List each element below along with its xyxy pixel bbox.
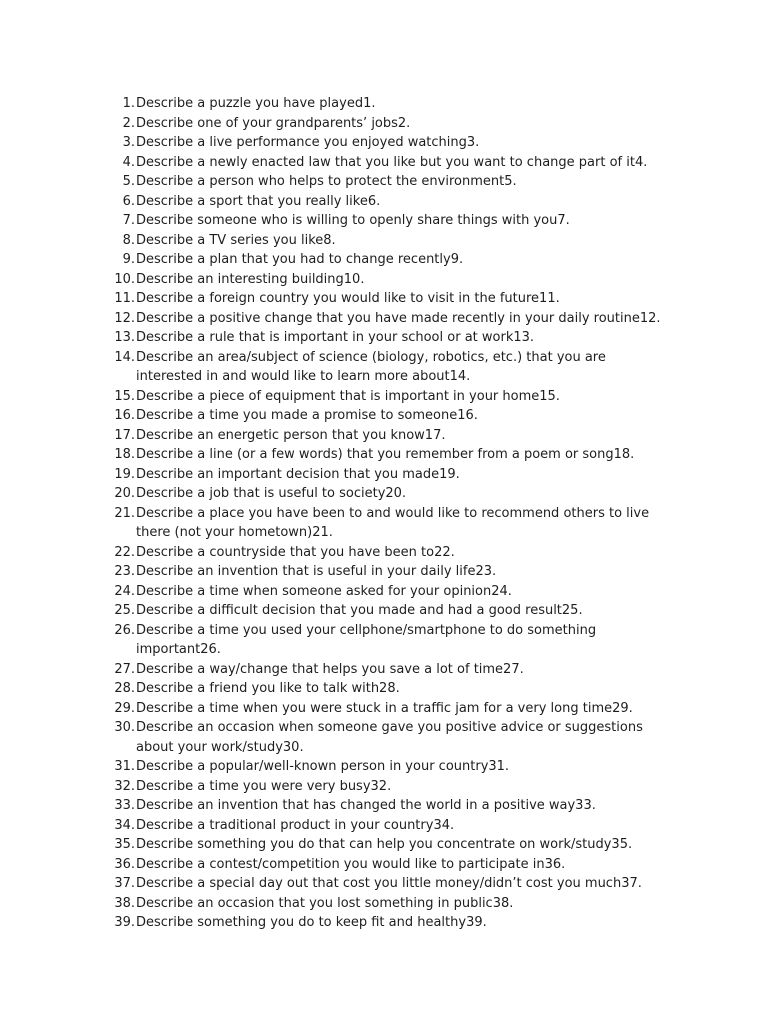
list-item-text: Describe a piece of equipment that is important in your home15.	[136, 388, 560, 404]
list-item	[110, 484, 710, 504]
list-item-text: Describe a countryside that you have been to22.	[136, 544, 455, 560]
list-item	[110, 289, 710, 309]
list-item	[110, 94, 710, 114]
list-item-number: 24.	[114, 583, 135, 599]
list-item	[110, 621, 710, 660]
list-item-text: Describe something you do to keep fit and healthy39.	[136, 915, 487, 930]
list-item-number: 6.	[122, 193, 135, 209]
list-item-number: 23.	[114, 564, 135, 579]
list-item-text: Describe an invention that has changed the world in a positive way33.	[136, 798, 596, 813]
list-item	[110, 504, 710, 543]
list-item-text: Describe an invention that is useful in your daily life23.	[136, 564, 497, 579]
list-item-number: 18.	[114, 447, 135, 462]
list-item-text: Describe an occasion that you lost something in public38.	[136, 895, 514, 911]
list-item-number: 21.	[114, 505, 135, 521]
list-item	[110, 192, 710, 212]
list-item-text: Describe a contest/competition you would like to participate in36.	[136, 856, 566, 872]
list-item	[110, 816, 710, 836]
list-item	[110, 718, 710, 757]
list-item	[110, 250, 710, 270]
list-item-number: 10.	[114, 271, 135, 287]
list-item-number: 7.	[122, 213, 135, 228]
list-item-number: 35.	[114, 837, 135, 852]
list-item-text: Describe a rule that is important in your school or at work13.	[136, 330, 535, 345]
topic-list	[110, 94, 710, 933]
list-item-number: 20.	[114, 486, 135, 501]
list-item-number: 16.	[114, 408, 135, 423]
list-item-number: 17.	[114, 427, 135, 443]
list-item	[110, 855, 710, 875]
list-item-text: Describe a place you have been to and would like to recommend others to live there (not your hometown)21.	[136, 505, 650, 540]
list-item-text: Describe a live performance you enjoyed watching3.	[136, 135, 480, 150]
list-item-text: Describe a sport that you really like6.	[136, 193, 381, 209]
list-item	[110, 231, 710, 251]
list-item	[110, 796, 710, 816]
list-item-number: 39.	[114, 915, 135, 930]
list-item-number: 29.	[114, 700, 135, 716]
list-item-text: Describe a friend you like to talk with28.	[136, 681, 400, 696]
list-item	[110, 679, 710, 699]
list-item-text: Describe a line (or a few words) that you remember from a poem or song18.	[136, 447, 635, 462]
list-item	[110, 562, 710, 582]
list-item-text: Describe a TV series you like8.	[136, 232, 336, 248]
list-item	[110, 777, 710, 797]
list-item	[110, 582, 710, 602]
list-item-number: 15.	[114, 388, 135, 404]
list-item-number: 32.	[114, 778, 135, 794]
list-item-number: 34.	[114, 817, 135, 833]
list-item-text: Describe one of your grandparents’ jobs2.	[136, 115, 411, 131]
list-item	[110, 172, 710, 192]
list-item	[110, 465, 710, 485]
list-item	[110, 543, 710, 563]
list-item-text: Describe an occasion when someone gave you positive advice or suggestions about your work/study30.	[136, 720, 643, 755]
list-item-number: 19.	[114, 466, 135, 482]
list-item	[110, 894, 710, 914]
list-item-text: Describe a difficult decision that you made and had a good result25.	[136, 603, 583, 618]
list-item-text: Describe something you do that can help you concentrate on work/study35.	[136, 837, 633, 852]
list-item	[110, 699, 710, 719]
list-item-text: Describe a way/change that helps you save a lot of time27.	[136, 661, 524, 677]
list-item-text: Describe a person who helps to protect the environment5.	[136, 174, 517, 189]
list-item-number: 26.	[114, 622, 135, 638]
list-item	[110, 445, 710, 465]
list-item-text: Describe a time you used your cellphone/smartphone to do something important26.	[136, 622, 597, 657]
list-item-number: 33.	[114, 798, 135, 813]
list-item-number: 31.	[114, 759, 135, 774]
list-item-text: Describe a newly enacted law that you like but you want to change part of it4.	[136, 154, 648, 170]
list-item-number: 22.	[114, 544, 135, 560]
list-item-text: Describe a popular/well-known person in your country31.	[136, 759, 510, 774]
list-item-number: 14.	[114, 349, 135, 365]
list-item-number: 27.	[114, 661, 135, 677]
list-item	[110, 133, 710, 153]
list-item-text: Describe a time when you were stuck in a traffic jam for a very long time29.	[136, 700, 633, 716]
list-item	[110, 660, 710, 680]
list-item	[110, 211, 710, 231]
list-item-number: 9.	[122, 252, 135, 267]
list-item-number: 8.	[122, 232, 135, 248]
list-item-text: Describe an important decision that you made19.	[136, 466, 460, 482]
list-item-number: 12.	[114, 310, 135, 326]
list-item-number: 1.	[122, 96, 135, 111]
list-item-text: Describe a foreign country you would like to visit in the future11.	[136, 291, 560, 306]
list-item	[110, 328, 710, 348]
list-item	[110, 913, 710, 933]
list-item-text: Describe a job that is useful to society20.	[136, 486, 407, 501]
list-item	[110, 406, 710, 426]
list-item-number: 4.	[122, 154, 135, 170]
list-item	[110, 387, 710, 407]
list-item-number: 25.	[114, 603, 135, 618]
list-item	[110, 874, 710, 894]
list-item	[110, 757, 710, 777]
list-item	[110, 348, 710, 387]
list-item	[110, 835, 710, 855]
list-item-text: Describe a time when someone asked for your opinion24.	[136, 583, 512, 599]
list-item-number: 3.	[122, 135, 135, 150]
list-item-text: Describe a special day out that cost you little money/didn’t cost you much37.	[136, 876, 642, 891]
list-item-text: Describe a plan that you had to change recently9.	[136, 252, 464, 267]
list-item-text: Describe an area/subject of science (biology, robotics, etc.) that you are interested in and would like to learn more about14.	[136, 349, 606, 384]
list-item-number: 38.	[114, 895, 135, 911]
list-item-number: 28.	[114, 681, 135, 696]
list-item-number: 36.	[114, 856, 135, 872]
list-item-number: 37.	[114, 876, 135, 891]
list-item	[110, 309, 710, 329]
list-item-text: Describe a time you made a promise to someone16.	[136, 408, 478, 423]
list-item-number: 13.	[114, 330, 135, 345]
list-item	[110, 153, 710, 173]
list-item-number: 30.	[114, 720, 135, 735]
list-item	[110, 270, 710, 290]
list-item-text: Describe someone who is willing to openly share things with you7.	[136, 213, 570, 228]
list-item-text: Describe a positive change that you have made recently in your daily routine12.	[136, 310, 661, 326]
list-item-number: 11.	[114, 291, 135, 306]
list-item-text: Describe a time you were very busy32.	[136, 778, 392, 794]
list-item-text: Describe a traditional product in your country34.	[136, 817, 455, 833]
list-item	[110, 114, 710, 134]
list-item	[110, 426, 710, 446]
list-item	[110, 601, 710, 621]
list-item-number: 5.	[122, 174, 135, 189]
list-item-text: Describe a puzzle you have played1.	[136, 96, 376, 111]
list-item-number: 2.	[122, 115, 135, 131]
list-item-text: Describe an interesting building10.	[136, 271, 365, 287]
list-item-text: Describe an energetic person that you know17.	[136, 427, 446, 443]
